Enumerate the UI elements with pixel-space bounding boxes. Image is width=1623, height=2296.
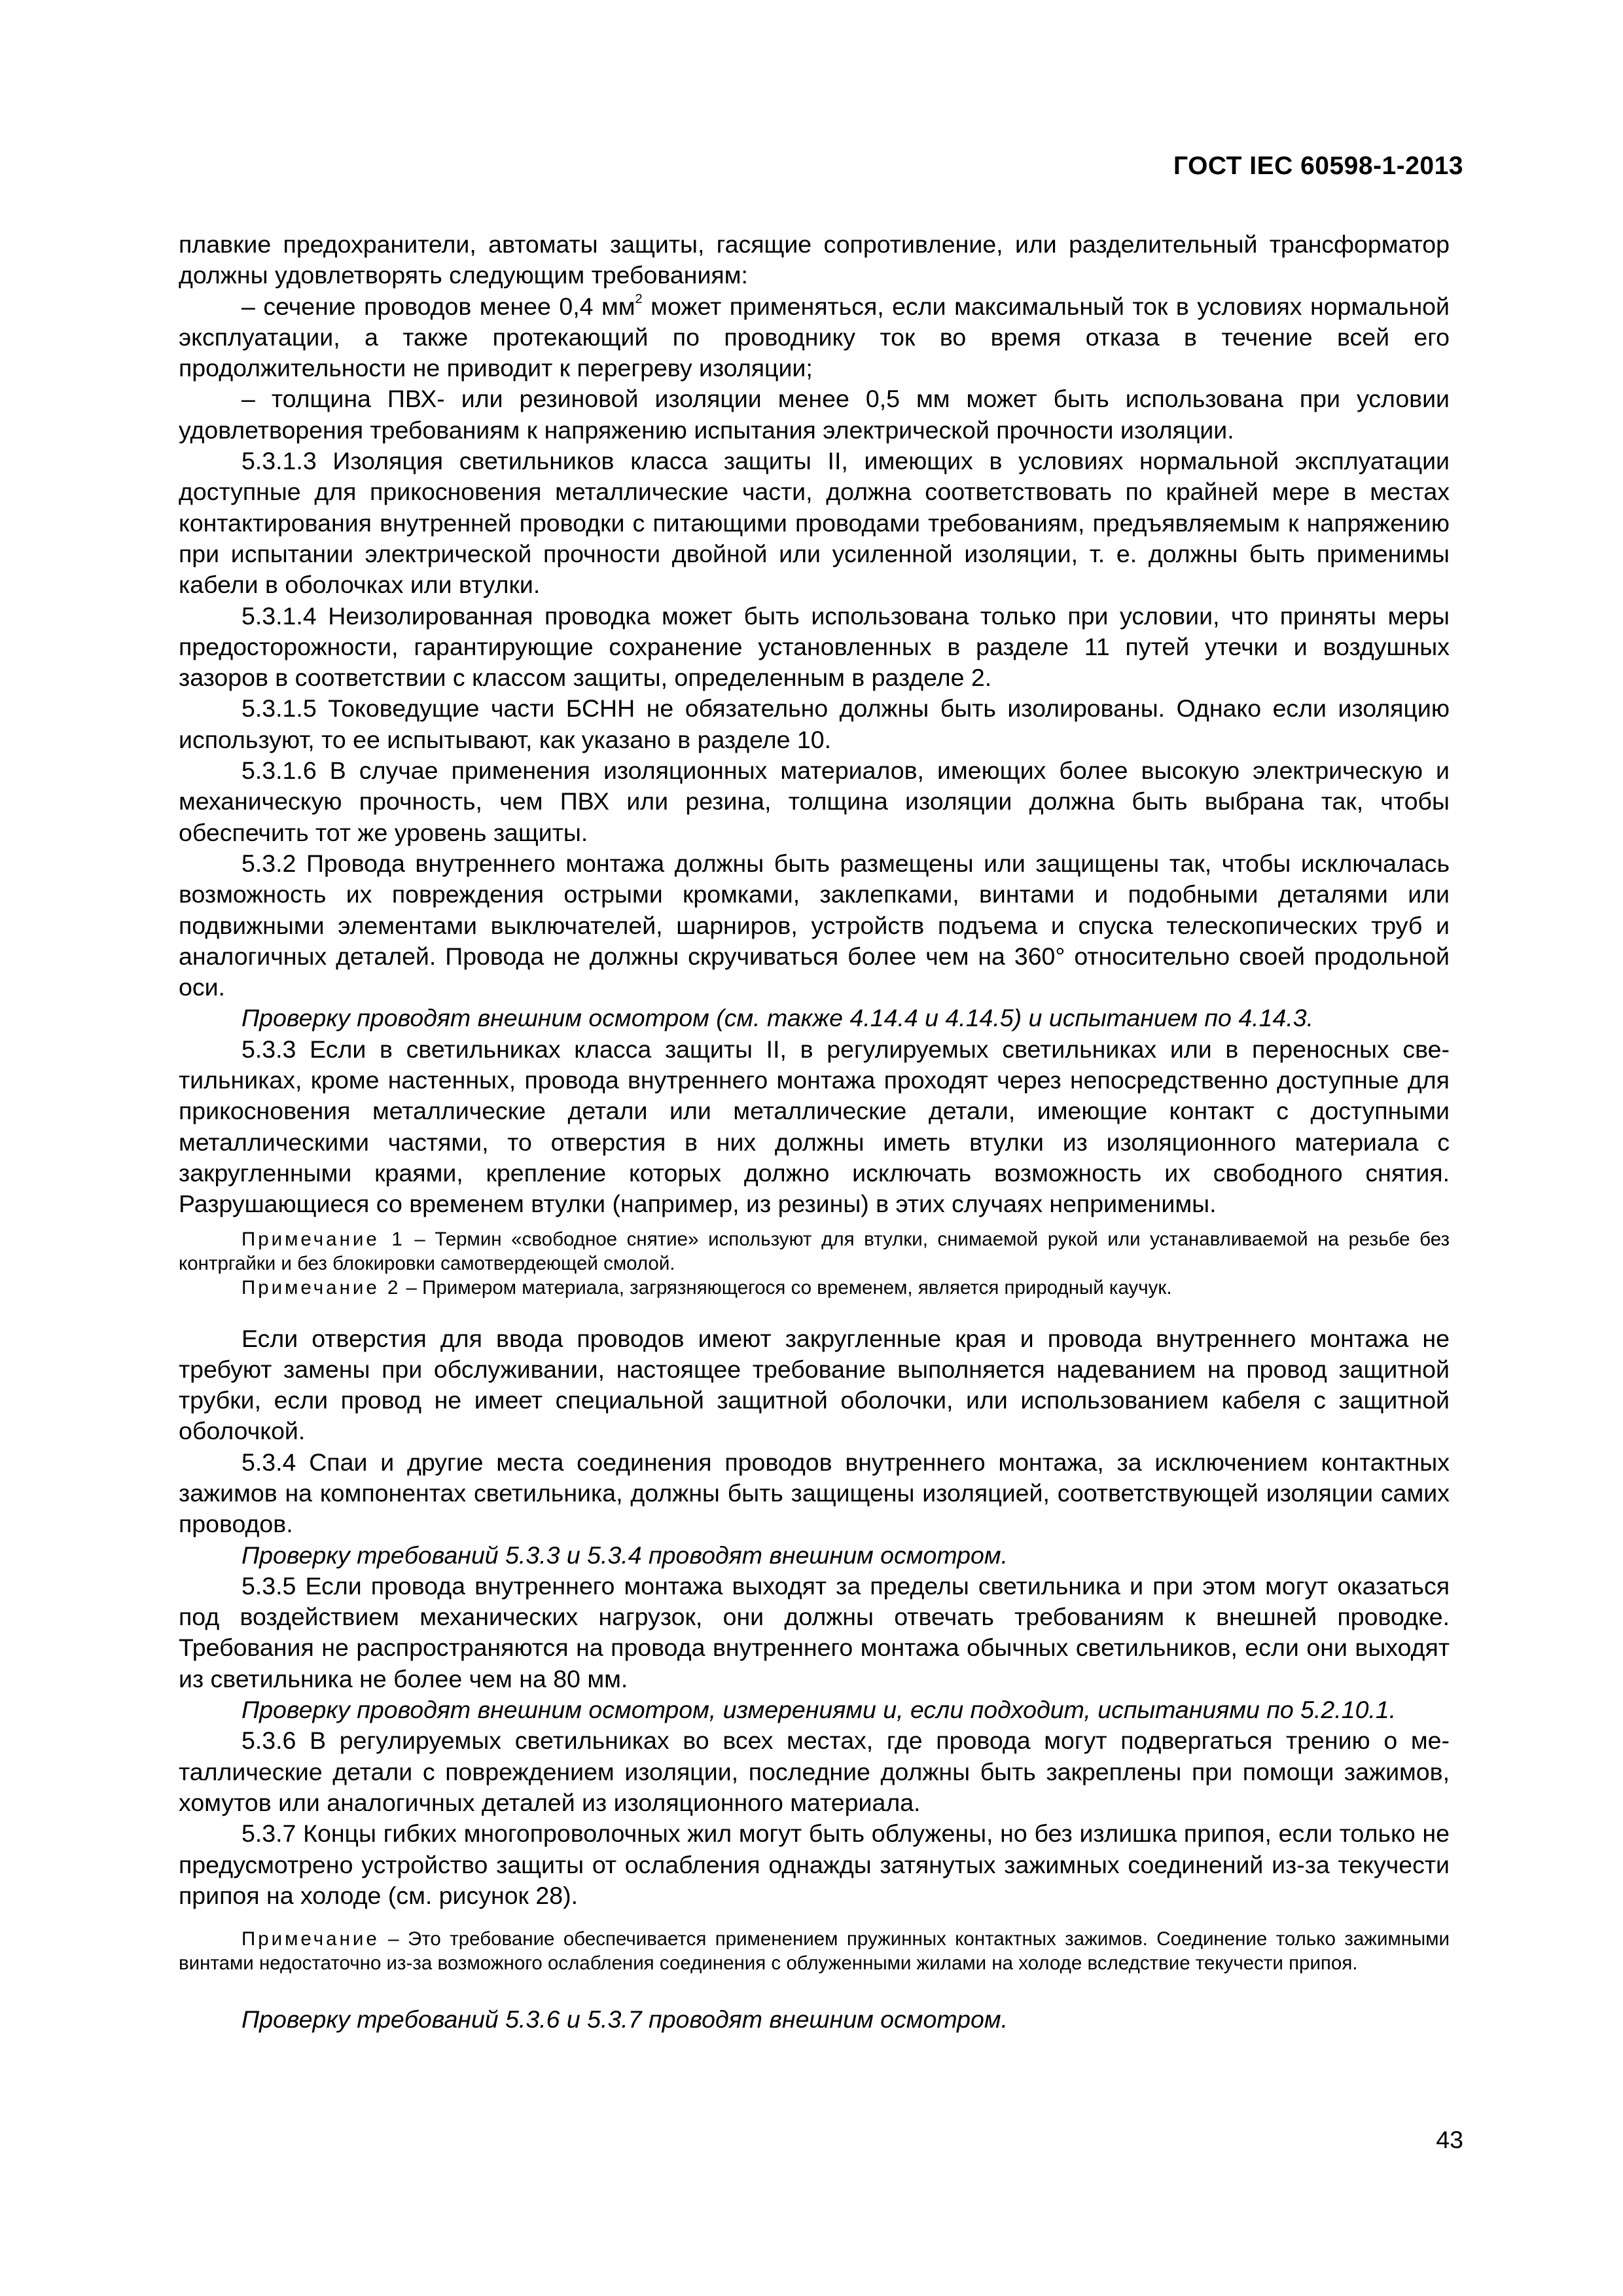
note-text: – Это требование обеспечивается применением пружинных контактных зажимов. Соединение только зажимными винтами недостаточно из-за возможного ослабления соединения с облуженными жилами на холоде вследствие текучести припоя. xyxy=(179,1928,1450,1975)
note-label: Примечание 2 xyxy=(241,1276,401,1299)
list-item-insulation-thickness: – толщина ПВХ- или резиновой изоляции менее 0,5 мм может быть использована при условии удовлетворения требованиям к напряжению испытания электрической прочности изоляции. xyxy=(179,385,1450,444)
compliance-check: Проверку требований 5.3.3 и 5.3.4 проводят внешним осмотром. xyxy=(241,1541,1008,1569)
clause-5-3-1-5: 5.3.1.5 Токоведущие части БСНН не обязательно должны быть изолированы. Однако если изоляцию используют, то ее испытывают, как указано в разделе 10. xyxy=(179,694,1450,753)
clause-5-3-7: 5.3.7 Концы гибких многопроволочных жил могут быть облужены, но без излишка припоя, если только не предусмотрено устройство защиты от ослабления однажды затянутых зажимных соединений из-за текучести припоя на холоде (см. рисунок 28). xyxy=(179,1820,1450,1909)
compliance-check: Проверку проводят внешним осмотром, измерениями и, если подходит, испытаниями по 5.2.10.1. xyxy=(241,1696,1397,1724)
clause-5-3-1-4: 5.3.1.4 Неизолированная проводка может быть использована только при условии, что приняты меры предосторожности, гарантирующие сохранение установленных в разделе 11 путей утечки и воздушных зазоров в соответствии с классом защиты, определенным в разделе 2. xyxy=(179,601,1450,692)
clause-5-3-1-6: 5.3.1.6 В случае применения изоляционных материалов, имеющих более высокую электрическую и механическую прочность, чем ПВХ или резина, толщина изоляции должна быть выбрана так, чтобы обеспечить тот же уровень защиты. xyxy=(179,757,1450,846)
clause-5-3-5: 5.3.5 Если провода внутреннего монтажа выходят за пределы светильника и при этом могут оказаться под воздействием механических нагрузок, они должны отвечать требованиям к внешней проводке. Требования не распространяются на провода внутреннего монтажа обычных светильников, если они выходят из светильника не более чем на 80 мм. xyxy=(179,1571,1450,1693)
compliance-check: Проверку проводят внешним осмотром (см. также 4.14.4 и 4.14.5) и испытанием по 4.14.3. xyxy=(241,1004,1314,1032)
list-item-wire-section xyxy=(179,291,1450,384)
note-1 xyxy=(179,1227,1450,1276)
paragraph: Если отверстия для ввода проводов имеют закругленные края и провода внутреннего монтажа не требуют замены при обслуживании, настоящее требование выполняется надеванием на провод защитной трубки, если провод не имеет специальной защитной оболочки, или использованием кабеля с защитной оболочкой. xyxy=(179,1324,1450,1445)
clause-5-3-2: 5.3.2 Провода внутреннего монтажа должны быть размещены или защищены так, чтобы исключалась возможность их повреждения острыми кромками, заклепками, винтами и подобными деталями или подвижными элементами выключателей, шарниров, устройств подъема и спуска телескопических труб и аналогичных деталей. Провода не должны скручиваться более чем на 360° относительно своей продольной оси. xyxy=(179,849,1450,1001)
superscript: 2 xyxy=(635,292,643,307)
clause-5-3-6: 5.3.6 В регулируемых светильниках во всех местах, где провода могут подвергаться трению о металлические детали с повреждением изоляции, последние должны быть закреплены при помощи зажимов, хомутов или аналогичных деталей из изоляционного материала. xyxy=(179,1727,1450,1816)
note-label: Примечание xyxy=(241,1928,380,1950)
text-run: – сечение проводов менее 0,4 мм xyxy=(241,292,635,320)
note-3 xyxy=(179,1927,1450,1975)
clause-5-3-3: 5.3.3 Если в светильниках класса защиты II, в регулируемых светильниках или в переносных светильниках, кроме настенных, провода внутреннего монтажа проходят через непосредственно доступные для прикосновения металлические детали или металлические детали, имеющие контакт с доступными металлическими частями, то отверстия в них должны иметь втулки из изоляционного материала с закругленными краями, крепление которых должно исключать возможность их свободного снятия. Разрушающиеся со временем втулки (например, из резины) в этих случаях неприменимы. xyxy=(179,1035,1450,1218)
note-text: – Термин «свободное снятие» используют для втулки, снимаемой рукой или устанавливаемой на резьбе без контргайки и без блокировки самотвердеющей смолой. xyxy=(179,1228,1450,1274)
clause-5-3-4: 5.3.4 Спаи и другие места соединения проводов внутреннего монтажа, за исключением контактных зажимов на компонентах светильника, должны быть защищены изоляцией, соответствующей изоляции самих проводов. xyxy=(179,1448,1450,1538)
paragraph: плавкие предохранители, автоматы защиты, гасящие сопротивление, или разделительный трансформатор должны удовлетворять следующим требованиям: xyxy=(179,230,1450,289)
document-body xyxy=(179,229,1450,2035)
page-number: 43 xyxy=(1436,2126,1463,2153)
compliance-check: Проверку требований 5.3.6 и 5.3.7 проводят внешним осмотром. xyxy=(241,2005,1008,2034)
note-text: – Примером материала, загрязняющегося со временем, является природный каучук. xyxy=(401,1276,1172,1299)
note-2 xyxy=(179,1276,1450,1300)
standard-header: ГОСТ IEC 60598-1-2013 xyxy=(1173,152,1463,180)
note-label: Примечание 1 xyxy=(241,1228,405,1250)
text-run: может применяться, если максимальный ток в условиях нормальной эксплуатации, а также протекающий по проводнику ток во время отказа в течение всей его продолжительности не приводит к перегреву изоляции; xyxy=(179,292,1450,382)
clause-5-3-1-3: 5.3.1.3 Изоляция светильников класса защиты II, имеющих в условиях нормальной эксплуатации доступные для прикосновения металлические части, должна соответствовать по крайней мере в местах контактирования внутренней проводки с питающими проводами требованиям, предъявляемым к напряжению при испытании электрической прочности двойной или усиленной изоляции, т. е. должны быть применимы кабели в оболочках или втулки. xyxy=(179,447,1450,599)
